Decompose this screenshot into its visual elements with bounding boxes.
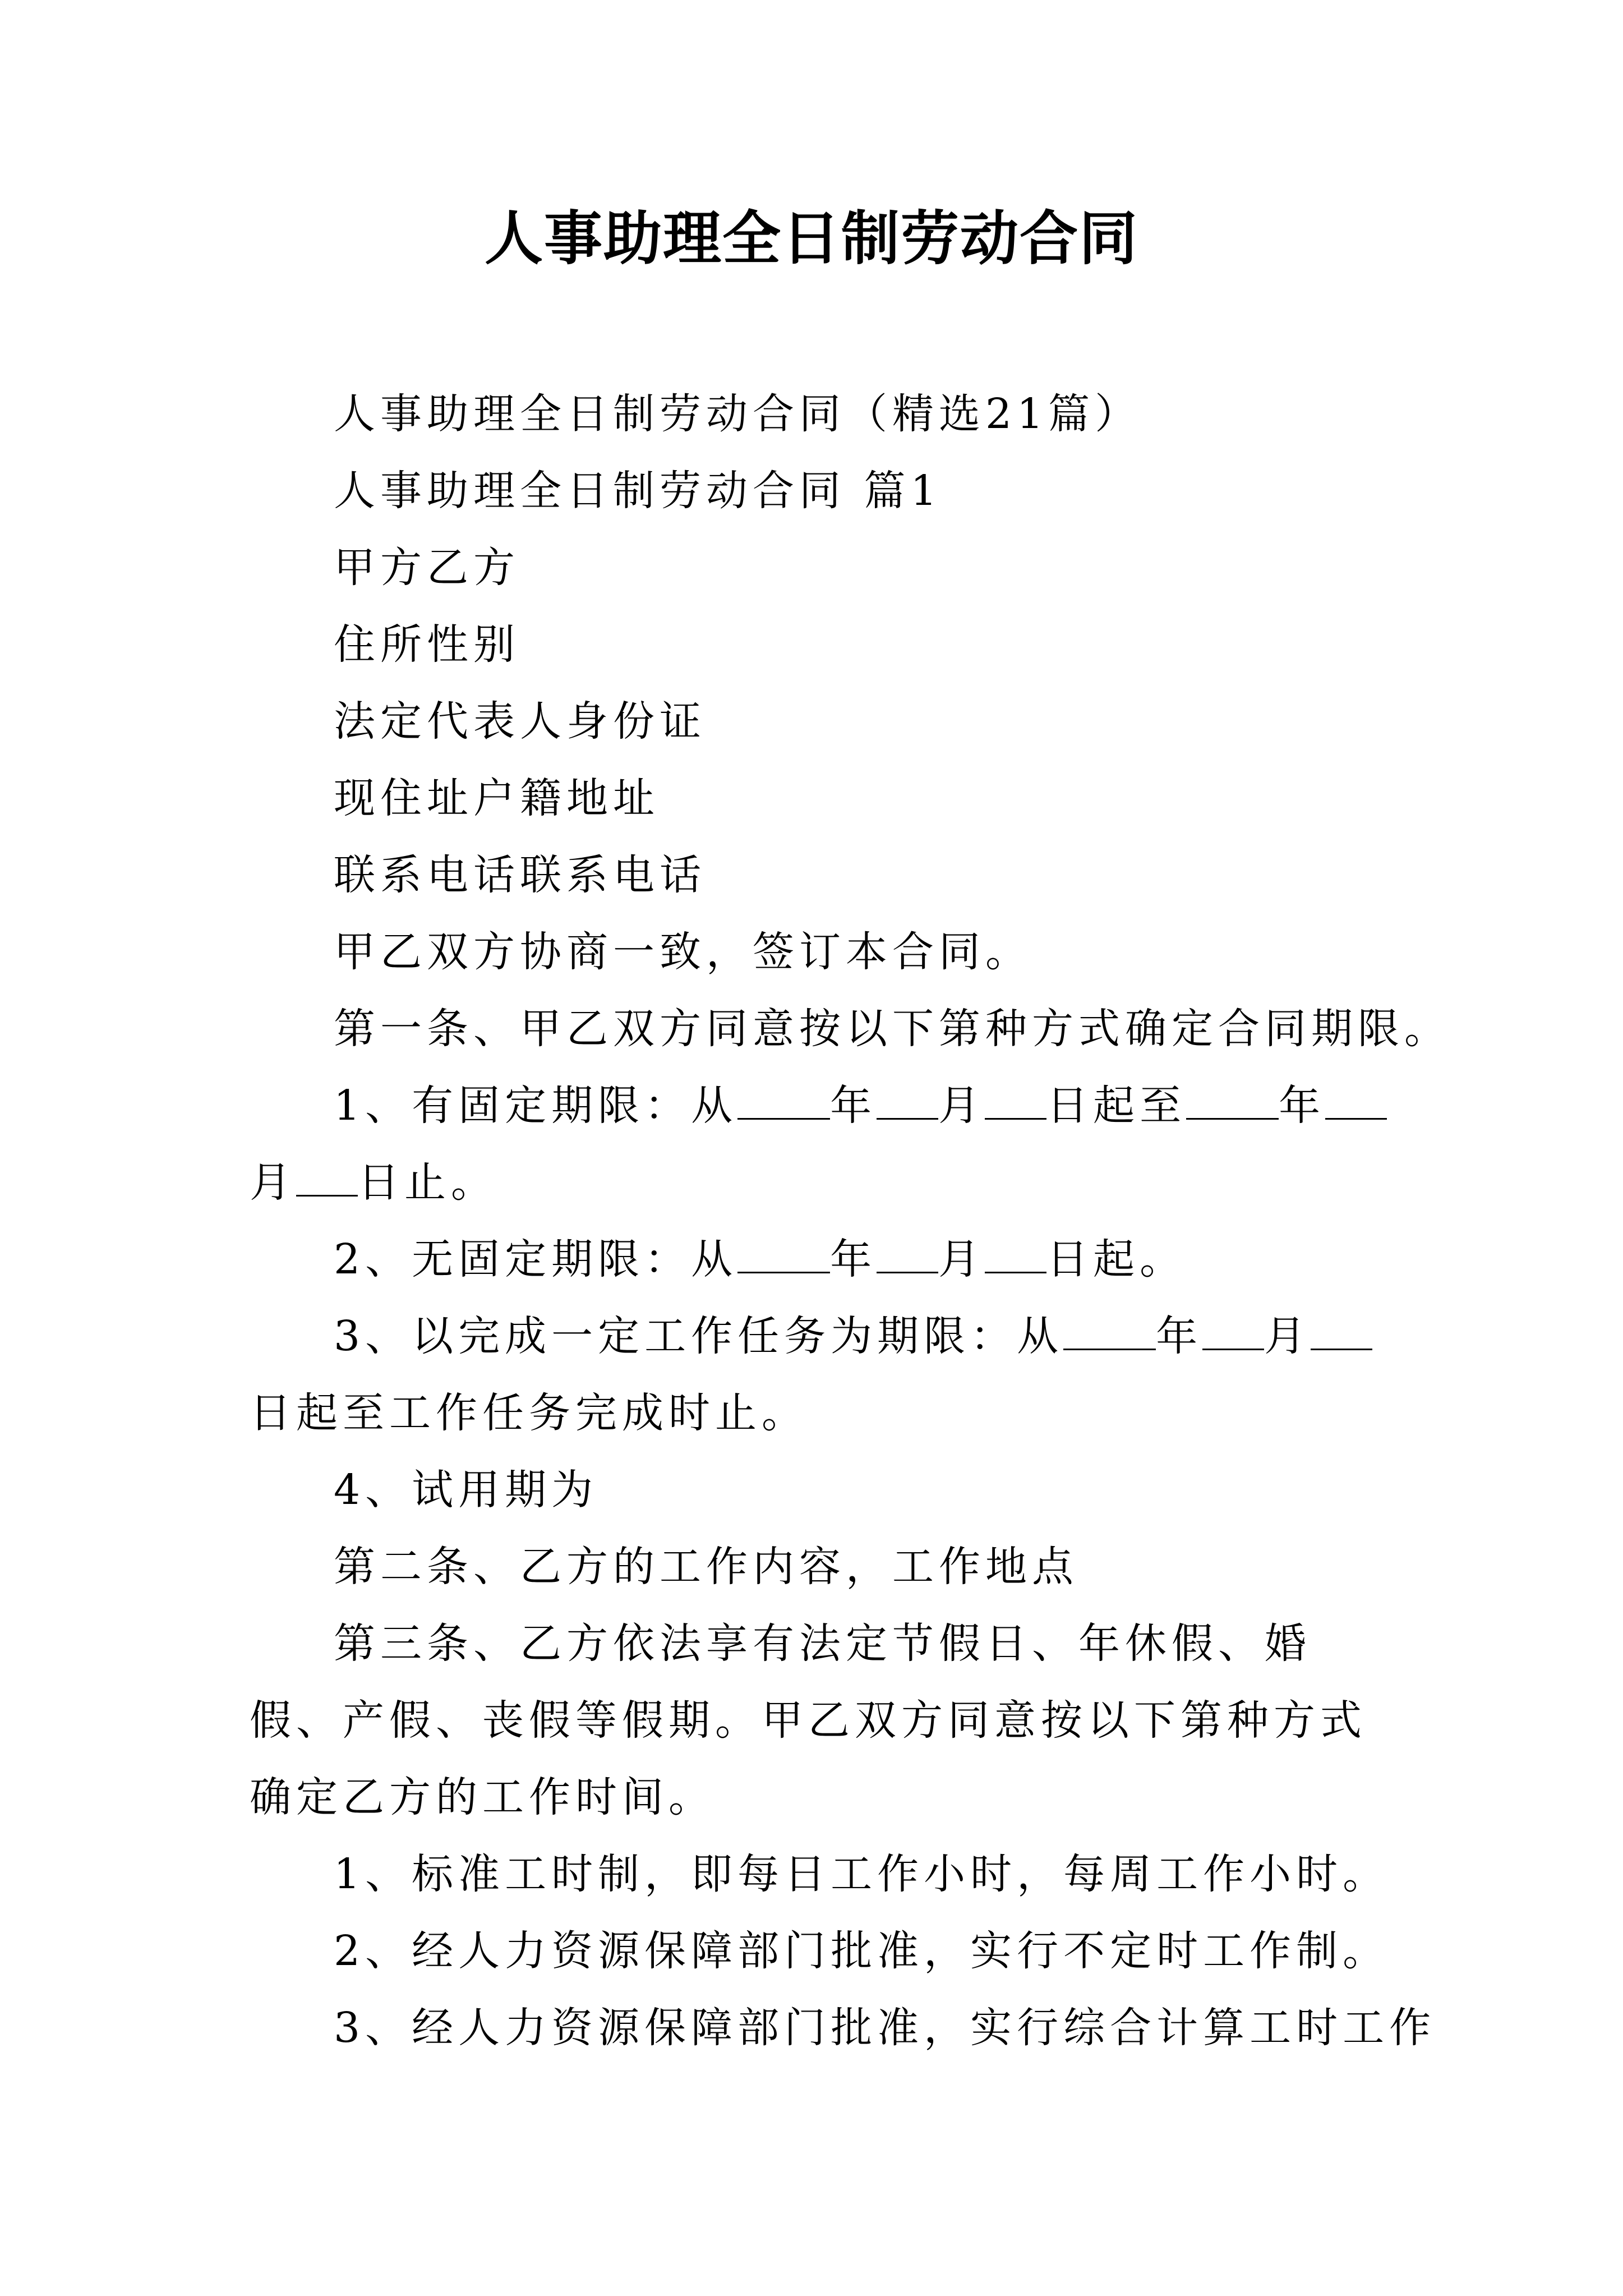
paragraph-phone: 联系电话联系电话 bbox=[334, 851, 706, 899]
day-end-label: 日止。 bbox=[358, 1158, 497, 1207]
paragraph-task-term bbox=[250, 1298, 1388, 1452]
blank-line bbox=[985, 1083, 1046, 1120]
blank-line bbox=[737, 1083, 830, 1120]
task-term-prefix: 3、以完成一定工作任务为期限：从 bbox=[334, 1312, 1064, 1360]
day-start-label: 日起。 bbox=[1046, 1235, 1187, 1283]
month-label: 月 bbox=[938, 1082, 985, 1130]
fixed-term-prefix: 1、有固定期限：从 bbox=[334, 1082, 738, 1130]
blank-line bbox=[1202, 1314, 1264, 1350]
paragraph-article-2: 第二条、乙方的工作内容，工作地点 bbox=[334, 1543, 1078, 1591]
day-until-label: 日起至 bbox=[1046, 1082, 1187, 1130]
task-end-label: 日起至工作任务完成时止。 bbox=[250, 1389, 808, 1437]
blank-line bbox=[737, 1237, 830, 1273]
paragraph-legal-rep-id: 法定代表人身份证 bbox=[334, 697, 706, 746]
blank-line bbox=[1063, 1314, 1156, 1350]
paragraph-standard-hours: 1、标准工时制，即每日工作小时，每周工作小时。 bbox=[334, 1850, 1390, 1898]
open-term-prefix: 2、无固定期限：从 bbox=[334, 1235, 738, 1283]
blank-line bbox=[877, 1237, 938, 1273]
paragraph-probation: 4、试用期为 bbox=[334, 1466, 598, 1514]
blank-line bbox=[1325, 1083, 1387, 1120]
blank-line bbox=[296, 1160, 358, 1197]
document-title: 人事助理全日制劳动合同 bbox=[484, 204, 1138, 273]
month-label: 月 bbox=[250, 1158, 296, 1207]
paragraph-address-gender: 住所性别 bbox=[334, 620, 520, 669]
year-label: 年 bbox=[830, 1082, 877, 1130]
month-label: 月 bbox=[1264, 1312, 1311, 1360]
paragraph-party-labels: 甲方乙方 bbox=[334, 544, 520, 592]
paragraph-agreement: 甲乙双方协商一致，签订本合同。 bbox=[334, 928, 1032, 976]
paragraph-residence: 现住址户籍地址 bbox=[334, 774, 660, 822]
paragraph-section-heading: 人事助理全日制劳动合同 篇1 bbox=[334, 467, 942, 515]
paragraph-subtitle: 人事助理全日制劳动合同（精选21篇） bbox=[334, 390, 1142, 438]
blank-line bbox=[877, 1083, 938, 1120]
paragraph-article-1: 第一条、甲乙双方同意按以下第种方式确定合同期限。 bbox=[334, 1005, 1451, 1053]
paragraph-article-3: 第三条、乙方依法享有法定节假日、年休假、婚假、产假、丧假等假期。甲乙双方同意按以下第种方式确定乙方的工作时间。 bbox=[250, 1619, 1367, 1821]
paragraph-fixed-term bbox=[250, 1068, 1388, 1221]
year-label: 年 bbox=[1156, 1312, 1203, 1360]
document-body bbox=[250, 376, 1451, 2067]
blank-line bbox=[985, 1237, 1046, 1273]
paragraph-flexible-hours: 2、经人力资源保障部门批准，实行不定时工作制。 bbox=[334, 1927, 1390, 1975]
year-label: 年 bbox=[1279, 1082, 1326, 1130]
paragraph-open-term bbox=[250, 1221, 1388, 1298]
year-label: 年 bbox=[830, 1235, 877, 1283]
blank-line bbox=[1311, 1314, 1372, 1350]
month-label: 月 bbox=[938, 1235, 985, 1283]
blank-line bbox=[1186, 1083, 1279, 1120]
paragraph-comprehensive-hours: 3、经人力资源保障部门批准，实行综合计算工时工作 bbox=[334, 2004, 1436, 2052]
